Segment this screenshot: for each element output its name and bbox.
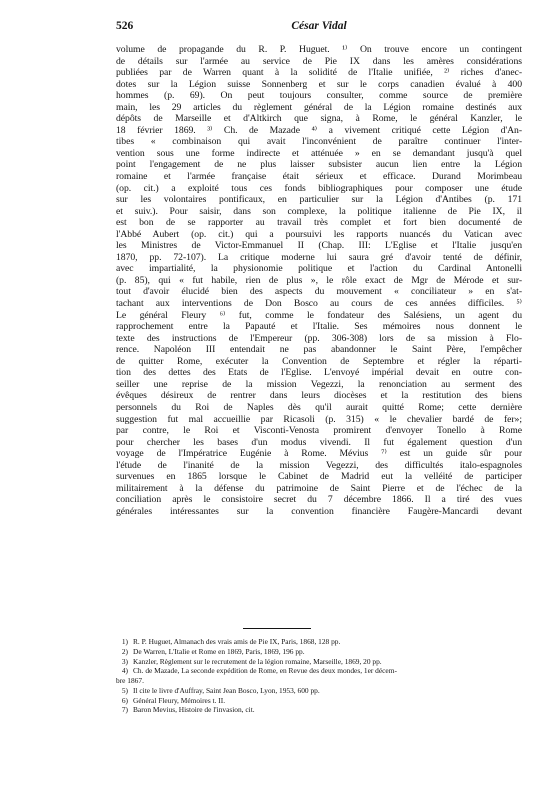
footnote-item <box>116 686 522 696</box>
body-line: tachant aux interventions de Don Bosco au cours de ces années difficiles. ⁵⁾ <box>116 298 522 310</box>
footnotes-list <box>116 637 522 715</box>
body-line: de quitter Rome, exécuter la Convention de Septembre et régler la réparti- <box>116 355 522 367</box>
footnote-number: 7) <box>121 705 128 715</box>
body-line: par contre, le Roi et Visconti-Venosta promirent d'envoyer Tonello à Rome <box>116 425 522 437</box>
body-line: évêques désireux de rentrer dans leurs diocèses et la restitution des biens <box>116 390 522 402</box>
footnote-rule-line <box>243 628 311 629</box>
footnote-item <box>116 637 522 647</box>
body-line: (op. cit.) a exploité tous ces fonds bibliographiques pour composer une étude <box>116 182 522 194</box>
footnote-number: 1) <box>121 637 128 646</box>
body-line: sur les volontaires pontificaux, en particulier sur la Légion d'Antibes (p. 171 <box>116 194 522 206</box>
body-line: tion des dettes des Etats de l'Eglise. L'envoyé impérial devait en outre con- <box>116 367 522 379</box>
body-line: tibes « combinaison qui avait l'inconvénient de paraître continuer l'inter- <box>116 136 522 148</box>
page-header <box>116 20 522 36</box>
body-line: l'étude de l'inanité de la mission Vegezzi, des difficultés italo-espagnoles <box>116 459 522 471</box>
footnote-text: Il cite le livre d'Auffray, Saint Jean Bosco, Lyon, 1953, 600 pp. <box>133 685 320 695</box>
footnote-text: R. P. Huguet, Almanach des vrais amis de Pie IX, Paris, 1868, 128 pp. <box>133 637 341 646</box>
page-number: 526 <box>116 20 134 32</box>
body-line: dépôts de Marseille et d'Altkirch que signa, à Rome, le général Kanzler, le <box>116 113 522 125</box>
body-line: (p. 85), qui « fut habile, rien de plus », le rôle exact de Mgr de Mérode et sur- <box>116 274 522 286</box>
body-line: de détails sur l'armée au service de Pie IX dans les amères considérations <box>116 55 522 67</box>
body-line: suggestion fut mal accueillie par Ricasoli (p. 315) « le chevalier bardé de fer»; <box>116 413 522 425</box>
footnote-number: 2) <box>121 646 128 656</box>
body-line: Le général Fleury ⁶⁾ fut, comme le fondateur des Salésiens, un agent du <box>116 309 522 321</box>
footnote-item <box>116 676 522 686</box>
body-line: publiées par de Warren quant à la solidité de l'Italie unifiée, ²⁾ riches d'anec- <box>116 67 522 79</box>
body-line: militairement à la défense du patrimoine de Saint Pierre et de l'échec de la <box>116 482 522 494</box>
body-line: hommes (p. 69). On peut toujours consulter, comme source de première <box>116 90 522 102</box>
footnote-item <box>116 696 522 706</box>
footnote-separator <box>243 625 311 631</box>
body-line: 18 février 1869. ³⁾ Ch. de Mazade ⁴⁾ a vivement critiqué cette Légion d'An- <box>116 124 522 136</box>
footnote-text: De Warren, L'Italie et Rome en 1869, Paris, 1869, 196 pp. <box>133 646 305 656</box>
body-line: survenues en 1865 lorsque le Cabinet de Madrid eut la velléité de participer <box>116 471 522 483</box>
footnote-text: Kanzler, Règlement sur le recrutement de la légion romaine, Marseille, 1869, 20 pp. <box>133 656 382 666</box>
body-line: main, les 29 articles du règlement général de la Légion romaine destinés aux <box>116 101 522 113</box>
footnote-item <box>116 705 522 715</box>
body-line: point l'engagement de ne plus laisser subsister aucun lien entre la Légion <box>116 159 522 171</box>
body-line: conciliation après le consistoire secret du 7 décembre 1866. Il a tiré des vues <box>116 494 522 506</box>
footnote-text: Ch. de Mazade, La seconde expédition de Rome, en Revue des deux mondes, 1er décem- <box>133 666 397 676</box>
footnote-text: Baron Mevius, Histoire de l'invasion, cit. <box>133 705 255 715</box>
body-line: tout d'avoir élucidé bien des aspects du mouvement « conciliateur » en s'at- <box>116 286 522 298</box>
body-line: avec impartialité, la physionomie politique et l'action du Cardinal Antonelli <box>116 263 522 275</box>
body-line: seiller une reprise de la mission Vegezzi, la renonciation au serment des <box>116 378 522 390</box>
body-paragraph <box>116 44 522 517</box>
body-line: vention sous une forme indirecte et atténuée » en se demandant jusqu'à quel <box>116 147 522 159</box>
body-line: est bon de se rapporter au travail très complet et fort bien documenté de <box>116 217 522 229</box>
body-line: l'Abbé Aubert (op. cit.) qui a poursuivi les rapports nuancés du Vatican avec <box>116 228 522 240</box>
running-head: César Vidal <box>291 20 347 32</box>
footnote-number: 5) <box>121 685 128 695</box>
body-line: les Ministres de Victor-Emmanuel II (Chap. III: L'Eglise et l'Italie jusqu'en <box>116 240 522 252</box>
body-line: rence. Napoléon III entendait ne pas abandonner le Saint Père, l'empêcher <box>116 344 522 356</box>
footnote-number: 6) <box>121 695 128 705</box>
body-line: volume de propagande du R. P. Huguet. ¹⁾ On trouve encore un contingent <box>116 44 522 55</box>
body-line: et suiv.). Pour saisir, dans son complexe, la politique italienne de Pie IX, il <box>116 205 522 217</box>
footnote-text: bre 1867. <box>116 676 144 685</box>
body-line: texte des instructions de l'Empereur (pp. 306-308) lors de sa mission à Flo- <box>116 332 522 344</box>
body-line: rapprochement entre la Papauté et l'Italie. Ses mémoires nous donnent le <box>116 321 522 333</box>
body-line: voyage de l'Impératrice Eugénie à Rome. Mévius ⁷⁾ est un guide sûr pour <box>116 448 522 460</box>
body-line: personnels du Roi de Naples dès qu'il aurait quitté Rome; cette dernière <box>116 401 522 413</box>
footnote-item <box>116 657 522 667</box>
footnote-item <box>116 647 522 657</box>
footnote-item <box>116 666 522 676</box>
body-line: 1870, pp. 72-107). La critique moderne lui saura gré d'avoir tenté de définir, <box>116 251 522 263</box>
footnote-number: 4) <box>121 666 128 676</box>
footnote-text: Général Fleury, Mémoires t. II. <box>133 695 226 705</box>
body-line: pour chercher les bases d'un modus vivendi. Il fut également question d'un <box>116 436 522 448</box>
body-line: romaine et l'armée française était sérieux et efficace. Durand Morimbeau <box>116 171 522 183</box>
body-line: dotes sur la Légion suisse Sonnenberg et sur le corps canadien évalué à 400 <box>116 78 522 90</box>
footnote-number: 3) <box>121 656 128 666</box>
body-line: générales intéressantes sur la convention financière Faugère-Mancardi devant <box>116 505 522 517</box>
